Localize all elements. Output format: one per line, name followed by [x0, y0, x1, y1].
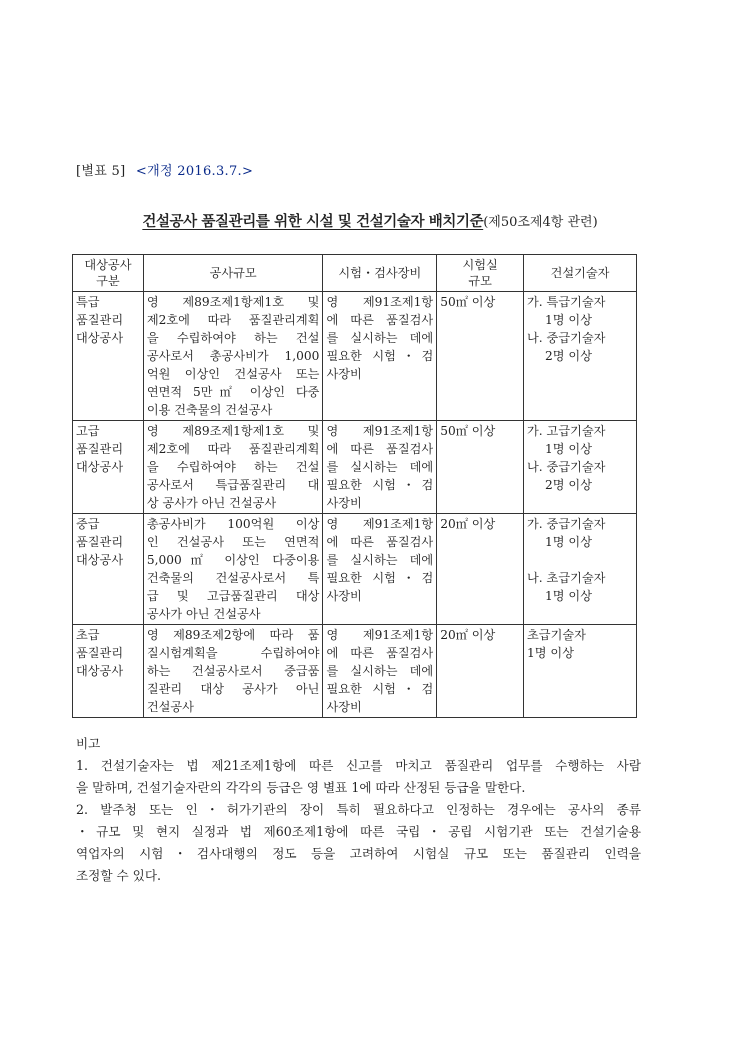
column-header-equipment	[323, 255, 437, 292]
header-line: 구분	[96, 274, 120, 288]
engineers-cell	[524, 625, 637, 718]
equipment-line: 에 따른 품질검사	[326, 313, 434, 327]
scale-line: 건설공사	[146, 700, 194, 714]
title-sub: (제50조제4항 관련)	[483, 215, 598, 230]
equipment-line: 영 제91조제1항	[326, 628, 434, 642]
scale-line: 억원 이상인 건설공사 또는	[146, 367, 320, 381]
column-header-scale	[143, 255, 323, 292]
scale-line: 영 제89조제2항에 따라 품	[146, 628, 320, 642]
scale-line: 질시험계획을 수립하여야	[146, 646, 320, 660]
scale-line: 5,000㎡ 이상인 다중이용	[146, 553, 320, 567]
engineer-line: 1명 이상	[545, 535, 592, 549]
table-row	[73, 421, 637, 514]
engineer-line: 1명 이상	[545, 442, 592, 456]
scale-line: 영 제89조제1항제1호 및	[146, 295, 320, 309]
scale-line: 이용 건축물의 건설공사	[146, 403, 273, 417]
engineer-line: 1명 이상	[545, 313, 592, 327]
engineer-line: 나. 중급기술자	[527, 331, 606, 345]
equipment-line: 를 실시하는 데에	[326, 664, 434, 678]
category-cell	[73, 514, 144, 625]
table-row	[73, 514, 637, 625]
table-row	[73, 292, 637, 421]
equipment-cell	[323, 292, 437, 421]
note-line: 역업자의 시험・검사대행의 정도 등을 고려하여 시험실 규모 또는 품질관리 인력을	[76, 846, 641, 861]
scale-line: 을 수립하여야 하는 건설	[146, 460, 320, 474]
equipment-line: 영 제91조제1항	[326, 517, 434, 531]
notes-heading: 비고	[76, 736, 101, 751]
scale-line: 인 건설공사 또는 연면적	[146, 535, 320, 549]
equipment-line: 필요한 시험・검	[326, 571, 434, 585]
table-header-row	[73, 255, 637, 292]
equipment-line: 에 따른 품질검사	[326, 535, 434, 549]
header-line: 규모	[468, 274, 492, 288]
equipment-cell	[323, 625, 437, 718]
engineer-line: 가. 특급기술자	[527, 295, 606, 309]
scale-line: 총공사비가 100억원 이상	[146, 517, 320, 531]
equipment-line: 영 제91조제1항	[326, 295, 434, 309]
column-header-lab	[437, 255, 524, 292]
title-main: 건설공사 품질관리를 위한 시설 및 건설기술자 배치기준	[142, 214, 484, 230]
scale-cell	[143, 625, 323, 718]
engineer-line: 2명 이상	[545, 349, 592, 363]
category-line: 초급	[76, 628, 100, 642]
lab-size-cell	[437, 514, 524, 625]
scale-line: 연면적 5만㎡ 이상인 다중	[146, 385, 320, 399]
header-line: 시험실	[462, 258, 498, 272]
lab-size-cell	[437, 421, 524, 514]
lab-size-value: 20㎡ 이상	[440, 517, 496, 531]
engineers-cell	[524, 421, 637, 514]
revision-date: <개정 2016.3.7.>	[135, 164, 254, 179]
category-line: 대상공사	[76, 553, 124, 567]
category-line: 품질관리	[76, 313, 124, 327]
scale-cell	[143, 514, 323, 625]
header-line: 건설기술자	[550, 266, 610, 280]
note-line: 1. 건설기술자는 법 제21조제1항에 따른 신고를 마치고 품질관리 업무를 수행하는 사람	[76, 758, 641, 773]
category-line: 품질관리	[76, 646, 124, 660]
column-header-engineers	[524, 255, 637, 292]
equipment-line: 에 따른 품질검사	[326, 646, 434, 660]
note-item	[76, 799, 641, 887]
scale-line: 공사로서 총공사비가 1,000	[146, 349, 320, 363]
notes-section	[76, 733, 641, 887]
lab-size-value: 50㎡ 이상	[440, 295, 496, 309]
scale-line: 공사가 아닌 건설공사	[146, 607, 261, 621]
scale-line: 제2호에 따라 품질관리계획	[146, 442, 320, 456]
category-cell	[73, 292, 144, 421]
engineer-line	[527, 551, 633, 569]
equipment-line: 에 따른 품질검사	[326, 442, 434, 456]
category-line: 품질관리	[76, 442, 124, 456]
scale-line: 을 수립하여야 하는 건설	[146, 331, 320, 345]
scale-line: 하는 건설공사로서 중급품	[146, 664, 320, 678]
engineer-line: 나. 초급기술자	[527, 571, 606, 585]
category-cell	[73, 625, 144, 718]
scale-line: 질관리 대상 공사가 아닌	[146, 682, 320, 696]
category-line: 대상공사	[76, 460, 124, 474]
equipment-line: 필요한 시험・검	[326, 682, 434, 696]
scale-line: 급 및 고급품질관리 대상	[146, 589, 320, 603]
engineer-line: 가. 중급기술자	[527, 517, 606, 531]
equipment-line: 사장비	[326, 496, 362, 510]
equipment-line: 사장비	[326, 700, 362, 714]
engineer-line: 2명 이상	[545, 478, 592, 492]
note-line: 조정할 수 있다.	[76, 868, 162, 883]
header-line: 시험・검사장비	[338, 266, 422, 280]
lab-size-value: 50㎡ 이상	[440, 424, 496, 438]
scale-line: 영 제89조제1항제1호 및	[146, 424, 320, 438]
category-line: 고급	[76, 424, 100, 438]
lab-size-cell	[437, 292, 524, 421]
note-line: 2. 발주청 또는 인・허가기관의 장이 특히 필요하다고 인정하는 경우에는 공사의 종류	[76, 802, 641, 817]
appendix-header	[76, 160, 253, 179]
equipment-line: 사장비	[326, 589, 362, 603]
equipment-line: 를 실시하는 데에	[326, 553, 434, 567]
category-line: 중급	[76, 517, 100, 531]
document-title	[0, 210, 740, 231]
category-line: 품질관리	[76, 535, 124, 549]
engineer-line: 초급기술자	[527, 628, 586, 642]
equipment-cell	[323, 514, 437, 625]
equipment-cell	[323, 421, 437, 514]
lab-size-value: 20㎡ 이상	[440, 628, 496, 642]
engineers-cell	[524, 514, 637, 625]
note-line: 을 말하며, 건설기술자란의 각각의 등급은 영 별표 1에 따라 산정된 등급을 말한다.	[76, 780, 526, 795]
scale-cell	[143, 421, 323, 514]
scale-cell	[143, 292, 323, 421]
note-item	[76, 755, 641, 799]
category-line: 대상공사	[76, 331, 124, 345]
header-line: 공사규모	[209, 266, 257, 280]
table-body	[73, 292, 637, 718]
notes-list	[76, 755, 641, 887]
equipment-line: 필요한 시험・검	[326, 478, 434, 492]
equipment-line: 영 제91조제1항	[326, 424, 434, 438]
equipment-line: 사장비	[326, 367, 362, 381]
category-line: 특급	[76, 295, 100, 309]
scale-line: 건축물의 건설공사로서 특	[146, 571, 320, 585]
scale-line: 제2호에 따라 품질관리계획	[146, 313, 320, 327]
category-cell	[73, 421, 144, 514]
column-header-category	[73, 255, 144, 292]
note-line: ・규모 및 현지 실정과 법 제60조제1항에 따른 국립・공립 시험기관 또는 건설기술용	[76, 824, 641, 839]
equipment-line: 필요한 시험・검	[326, 349, 434, 363]
lab-size-cell	[437, 625, 524, 718]
engineer-line: 1명 이상	[545, 589, 592, 603]
engineers-cell	[524, 292, 637, 421]
criteria-table	[72, 254, 637, 718]
header-line: 대상공사	[84, 258, 132, 272]
engineer-line: 나. 중급기술자	[527, 460, 606, 474]
scale-line: 상 공사가 아닌 건설공사	[146, 496, 277, 510]
appendix-label: [별표 5]	[76, 164, 126, 179]
equipment-line: 를 실시하는 데에	[326, 331, 434, 345]
scale-line: 공사로서 특급품질관리 대	[146, 478, 320, 492]
equipment-line: 를 실시하는 데에	[326, 460, 434, 474]
table-row	[73, 625, 637, 718]
engineer-line: 1명 이상	[527, 646, 574, 660]
category-line: 대상공사	[76, 664, 124, 678]
engineer-line: 가. 고급기술자	[527, 424, 606, 438]
